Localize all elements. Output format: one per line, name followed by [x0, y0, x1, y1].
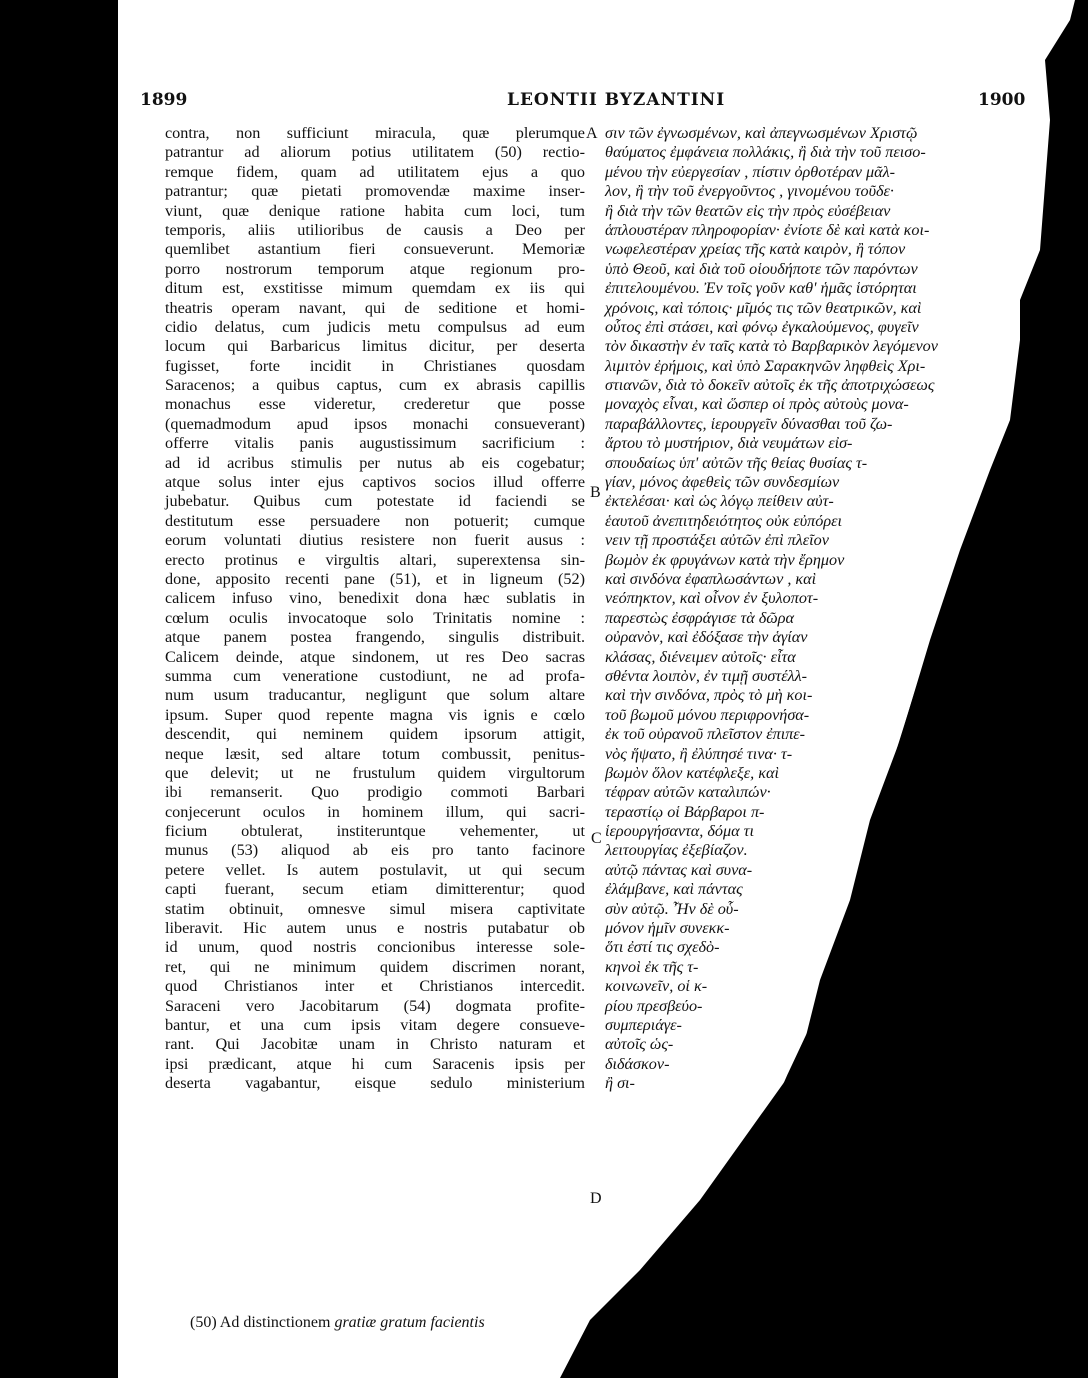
- latin-line: atque panem postea frangendo, singulis distribuit.: [165, 628, 585, 647]
- greek-line: σὺν αὐτῷ. Ἦν δὲ οὗ-: [605, 899, 739, 918]
- latin-line: descendit, qui neminem quidem ipsorum attigit,: [165, 725, 585, 744]
- greek-line: κλάσας, διένειμεν αὐτοῖς· εἶτα: [605, 647, 796, 666]
- latin-line: destitutum esse persuadere non potuerit; cumque: [165, 511, 585, 530]
- greek-line: τέφραν αὐτῶν καταλιπών·: [605, 783, 771, 802]
- greek-line: μοναχὸς εἶναι, καὶ ὥσπερ οἱ πρὸς αὐτοὺς μονα-: [605, 395, 909, 414]
- latin-line: ibi remanserit. Quo prodigio commoti Barbari: [165, 783, 585, 802]
- footnote-italic: gratiæ gratum facientis: [334, 1314, 485, 1331]
- latin-line: (quemadmodum apud ipsos monachi consueverant): [165, 414, 585, 433]
- latin-line: rant. Qui Jacobitæ unam in Christo naturam et: [165, 1035, 585, 1054]
- latin-line: quod Christianos inter et Christianos intercedit.: [165, 977, 585, 996]
- greek-line: σπουδαίως ὑπ' αὐτῶν τῆς θείας θυσίας τ-: [605, 453, 868, 472]
- latin-line: ipsum. Super quod repente magna vis ignis e cœlo: [165, 705, 585, 724]
- greek-line: τὸν δικαστὴν ἐν ταῖς κατὰ τὸ Βαρβαρικὸν λεγόμενον: [605, 337, 938, 356]
- margin-mark-c: C: [591, 830, 602, 847]
- right-page-number: 1900: [978, 90, 1026, 110]
- latin-line: Saraceni vero Jacobitarum (54) dogmata profite-: [165, 996, 585, 1015]
- greek-line: σιν τῶν ἐγνωσμένων, καὶ ἀπεγνωσμένων Χριστῷ: [605, 124, 918, 142]
- latin-line: id unum, quod nostris concionibus interesse sole-: [165, 938, 585, 957]
- latin-line: temporis, aliis utilioribus de causis a Deo per: [165, 220, 585, 239]
- latin-line: calicem infuso vino, benedixit dona hæc sublatis in: [165, 589, 585, 608]
- latin-line: cœlum oculis invocatoque solo Trinitatis nomine :: [165, 608, 585, 627]
- greek-line: ἱερουργήσαντα, δόμα τι: [605, 822, 754, 841]
- latin-line: ficium obtulerat, institeruntque vehementer, ut: [165, 822, 585, 841]
- greek-line: βωμὸν ὅλον κατέφλεξε, καὶ: [605, 763, 779, 782]
- latin-line: porro nostrorum temporum atque regionum pro-: [165, 259, 585, 278]
- left-page-number: 1899: [140, 90, 188, 110]
- greek-line: κηνοὶ ἐκ τῆς τ-: [605, 957, 699, 976]
- greek-line: λιμιτὸν ἐρήμοις, καὶ ὑπὸ Σαρακηνῶν ληφθεὶς Χρι-: [605, 356, 926, 375]
- latin-line: ditum est, exstitisse mimum quemdam ex iis qui: [165, 279, 585, 298]
- greek-line: τεραστίῳ οἱ Βάρβαροι π-: [605, 802, 765, 821]
- greek-line: νειν τῇ προστάξει αὐτῶν ἐπὶ πλεῖον: [605, 531, 829, 550]
- latin-line: liberavit. Hic autem unus e nostris putabatur ob: [165, 919, 585, 938]
- latin-line: locum qui Barbaricus limitus dicitur, per deserta: [165, 337, 585, 356]
- latin-line: atque solus inter ejus captivos socios illud offerre: [165, 473, 585, 492]
- latin-line: patrantur; quæ pietati promovendæ maxime inser-: [165, 182, 585, 201]
- greek-line: ἐκ τοῦ οὐρανοῦ πλεῖστον ἐπιπε-: [605, 725, 806, 744]
- greek-line: χρόνοις, καὶ τόποις· μῖμός τις τῶν θεατρικῶν, καὶ: [605, 298, 922, 317]
- latin-line: eorum voluntati diutius resistere non fuerit ausus :: [165, 531, 585, 550]
- latin-line: erecto protinus e virgultis altari, superextensa sin-: [165, 550, 585, 569]
- greek-line: ἐκτελέσαι· καὶ ὡς λόγῳ πείθειν αὐτ-: [605, 492, 834, 511]
- greek-line: ὑπὸ Θεοῦ, καὶ διὰ τοῦ οἱουδήποτε τῶν παρόντων: [605, 259, 918, 278]
- latin-line: conjecerunt oculos in hominem illum, qui sacri-: [165, 802, 585, 821]
- footnote-number: (50): [190, 1314, 217, 1331]
- greek-line: αὐτοῖς ὡς-: [605, 1035, 674, 1054]
- margin-mark-a: A: [586, 125, 598, 142]
- running-title: LEONTII BYZANTINI: [507, 90, 726, 110]
- latin-line: Saracenos; a quibus captus, cum ex abrasis capillis: [165, 376, 585, 395]
- latin-line: Calicem deinde, atque sindonem, ut res Deo sacras: [165, 647, 585, 666]
- greek-line: διδάσκον-: [605, 1054, 670, 1073]
- latin-line: done, apposito recenti pane (51), et in ligneum (52): [165, 569, 585, 588]
- latin-line: viunt, quæ denique ratione habita cum loci, tum: [165, 201, 585, 220]
- greek-line: λον, ἢ τὴν τοῦ ἐνεργοῦντος , γινομένου τοῦδε·: [605, 182, 894, 201]
- latin-line: offerre vitalis panis augustissimum sacrificium :: [165, 434, 585, 453]
- greek-line: θαύματος ἐμφάνεια πολλάκις, ἢ διὰ τὴν τοῦ πεισο-: [605, 143, 926, 162]
- latin-line: ad id acribus stimulis per nutus ab eis cogebatur;: [165, 453, 585, 472]
- latin-line: bantur, et una cum ipsis vitam degere consueve-: [165, 1015, 585, 1034]
- margin-mark-d: D: [590, 1190, 602, 1207]
- greek-line: καὶ σινδόνα ἐφαπλωσάντων , καὶ: [605, 569, 817, 588]
- latin-line: remque fidem, quam ad utilitatem ejus a quo: [165, 162, 585, 181]
- latin-line: cidio delatus, cum judicis metu compulsus ad eum: [165, 317, 585, 336]
- greek-line: γίαν, μόνος ἀφεθεὶς τῶν συνδεσμίων: [605, 473, 840, 492]
- greek-line: ἢ σι-: [605, 1074, 635, 1093]
- greek-line: λειτουργίας ἐξεβίαζον.: [605, 841, 748, 860]
- greek-line: καὶ τὴν σινδόνα, πρὸς τὸ μὴ κοι-: [605, 686, 813, 705]
- latin-line: ret, qui ne minimum quidem discrimen norant,: [165, 957, 585, 976]
- greek-line: ἐλάμβανε, καὶ πάντας: [605, 880, 743, 899]
- greek-line: κοινωνεῖν, οἱ κ-: [605, 977, 708, 996]
- greek-line: ἄρτου τὸ μυστήριον, διὰ νευμάτων εἰσ-: [605, 434, 853, 453]
- latin-line: deserta vagabantur, eisque sedulo ministerium: [165, 1074, 585, 1093]
- greek-line: αὐτῷ πάντας καὶ συνα-: [605, 860, 753, 879]
- greek-line: παραβάλλοντες, ἱερουργεῖν δύνασθαι τοῦ ζω-: [605, 414, 893, 433]
- greek-line: νὸς ἥψατο, ἢ ἐλύπησέ τινα· τ-: [605, 744, 793, 763]
- latin-line: summa cum veneratione custodiunt, ne ad profa-: [165, 666, 585, 685]
- latin-line: statim obtinuit, omnesve simul misera captivitate: [165, 899, 585, 918]
- latin-line: munus (53) aliquod ab eis pro tanto facinore: [165, 841, 585, 860]
- latin-line: petere vellet. Is autem postulavit, ut qui secum: [165, 860, 585, 879]
- greek-line: ἢ διὰ τὴν τῶν θεατῶν εἰς τὴν πρὸς εὐσέβειαν: [605, 201, 891, 220]
- greek-line: νωφελεστέραν χρείας τῆς κατὰ καιρὸν, ἢ τόπον: [605, 240, 906, 259]
- greek-line: τοῦ βωμοῦ μόνου περιφρονήσα-: [605, 705, 810, 724]
- latin-line: num usum traducantur, negligunt que solum altare: [165, 686, 585, 705]
- greek-line: ἑαυτοῦ ἀνεπιτηδειότητος οὐκ εὐπόρει: [605, 511, 842, 530]
- greek-line: νεόπηκτον, καὶ οἶνον ἐν ξυλοποτ-: [605, 589, 819, 608]
- latin-line: monachus esse videretur, crederetur que posse: [165, 395, 585, 414]
- greek-line: συμπεριάγε-: [605, 1015, 682, 1034]
- greek-line: ἁπλουστέραν πληροφορίαν· ἐνίοτε δὲ καὶ κατὰ κοι-: [605, 220, 930, 239]
- greek-line: μόνον ἡμῖν συνεκκ-: [605, 919, 730, 938]
- latin-line: quemlibet astantium fieri consueverunt. Memoriæ: [165, 240, 585, 259]
- latin-line: capti fuerant, secum etiam dimitterentur; quod: [165, 880, 585, 899]
- greek-line: οὐρανὸν, καὶ ἐδόξασε τὴν ἁγίαν: [605, 628, 808, 647]
- latin-line: patrantur ad aliorum potius utilitatem (50) rectio-: [165, 143, 585, 162]
- greek-line: ὅτι ἐστί τις σχεδὸ-: [605, 938, 720, 957]
- greek-line: ρίου πρεσβεύο-: [605, 996, 703, 1015]
- footnote-text: Ad distinctionem: [219, 1314, 331, 1331]
- latin-line: jubebatur. Quibus cum potestate id faciendi se: [165, 492, 585, 511]
- greek-line: παρεστὼς ἐσφράγισε τὰ δῶρα: [605, 608, 795, 627]
- greek-line: βωμὸν ἐκ φρυγάνων κατὰ τὴν ἔρημον: [605, 550, 845, 569]
- greek-line: μένου τὴν εὐεργεσίαν , πίστιν ὀρθοτέραν μᾶλ-: [605, 162, 896, 181]
- latin-line: contra, non sufficiunt miracula, quæ plerumque: [165, 124, 585, 142]
- latin-line: theatris operam navant, qui de seditione et homi-: [165, 298, 585, 317]
- greek-line: ἐπιτελουμένου. Ἐν τοῖς γοῦν καθ' ἡμᾶς ἱστόρηται: [605, 279, 917, 298]
- latin-line: ipsi prædicant, atque hi cum Saracenis ipsis per: [165, 1054, 585, 1073]
- greek-line: στιανῶν, διὰ τὸ δοκεῖν αὐτοῖς ἐκ τῆς ἀποτριχώσεως: [605, 376, 935, 395]
- greek-line: οὗτος ἐπὶ στάσει, καὶ φόνῳ ἐγκαλούμενος, φυγεῖν: [605, 317, 919, 336]
- greek-line: σθέντα λοιπὸν, ἐν τιμῇ συστέλλ-: [605, 666, 808, 685]
- latin-line: neque læsit, sed altare totum combussit, penitus-: [165, 744, 585, 763]
- latin-line: que delevit; ut ne frustulum quidem virgultorum: [165, 763, 585, 782]
- margin-mark-b: B: [590, 484, 601, 501]
- latin-line: fugisset, forte incidit in Christianes quosdam: [165, 356, 585, 375]
